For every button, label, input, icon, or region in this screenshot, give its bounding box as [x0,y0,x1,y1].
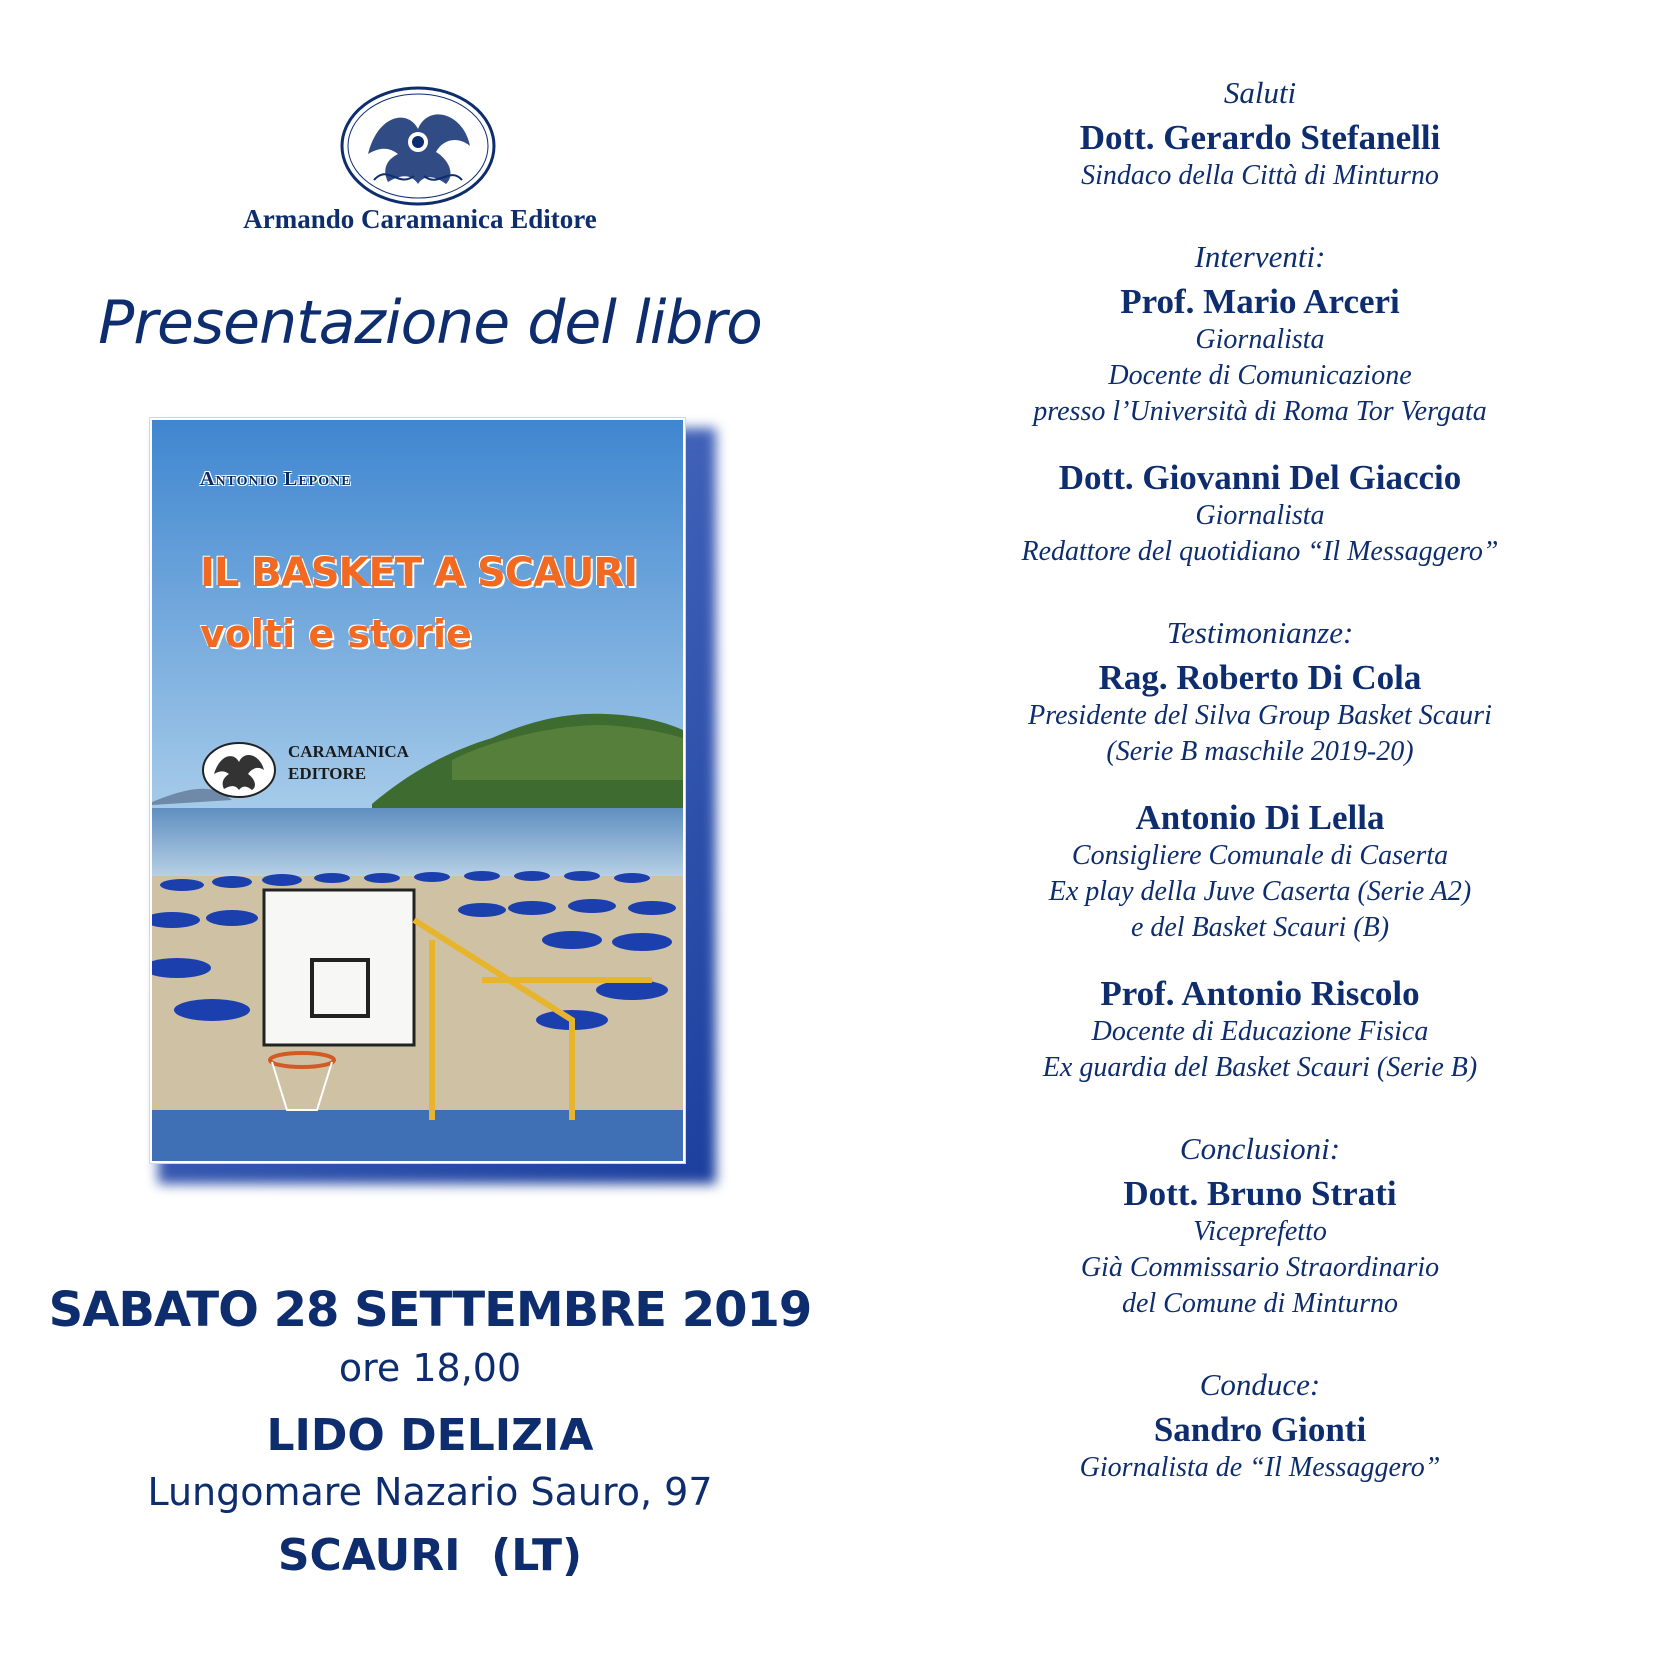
speaker-name: Sandro Gionti [1153,1410,1367,1449]
speaker-name: Dott. Gerardo Stefanelli [1079,118,1441,157]
publisher-logo-icon [338,84,498,208]
speaker-role: Ex play della Juve Caserta (Serie A2) [1048,876,1472,907]
cover-publisher-line: EDITORE [288,764,367,783]
speaker-role: del Comune di Minturno [1121,1288,1399,1319]
event-date: SABATO 28 SETTEMBRE 2019 [48,1282,812,1338]
speaker-name: Antonio Di Lella [1135,798,1385,837]
section-heading-conduce: Conduce: [1199,1367,1321,1402]
page-title: Presentazione del libro [98,288,762,358]
speaker-role: Presidente del Silva Group Basket Scauri [1028,700,1492,731]
event-city: SCAURI (LT) [277,1530,583,1581]
speaker-role: presso l’Università di Roma Tor Vergata [1033,396,1487,427]
section-heading-saluti: Saluti [1223,75,1297,110]
speaker-name: Prof. Mario Arceri [1120,282,1400,321]
speaker-role: Giornalista de “Il Messaggero” [1079,1452,1441,1483]
speaker-role: Giornalista [1195,324,1325,355]
speaker-name: Dott. Bruno Strati [1123,1174,1397,1213]
cover-publisher-line: CARAMANICA [288,742,409,761]
speaker-name: Dott. Giovanni Del Giaccio [1058,458,1462,497]
speaker-role: Docente di Comunicazione [1108,360,1412,391]
event-address: Lungomare Nazario Sauro, 97 [147,1470,713,1514]
event-venue: LIDO DELIZIA [266,1410,594,1461]
event-time: ore 18,00 [338,1346,522,1390]
cover-title: IL BASKET A SCAURI [200,550,638,596]
cover-subtitle: volti e storie [200,612,472,656]
speaker-role: Consigliere Comunale di Caserta [1071,840,1449,871]
section-heading-interventi: Interventi: [1194,239,1326,274]
speaker-role: Viceprefetto [1193,1216,1327,1247]
speaker-role: Sindaco della Città di Minturno [1081,160,1439,191]
speaker-role: Ex guardia del Basket Scauri (Serie B) [1042,1052,1478,1083]
speaker-role: Docente di Educazione Fisica [1091,1016,1429,1047]
speaker-role: Redattore del quotidiano “Il Messaggero” [1021,536,1499,567]
speaker-name: Prof. Antonio Riscolo [1100,974,1420,1013]
section-heading-testimonianze: Testimonianze: [1166,615,1354,650]
program [930,74,1590,1486]
speaker-name: Rag. Roberto Di Cola [1098,658,1422,697]
speaker-role: (Serie B maschile 2019-20) [1106,736,1414,767]
speaker-role: Giornalista [1195,500,1325,531]
cover-publisher-logo-icon [200,740,278,800]
book-cover [152,420,683,1161]
speaker-role: Già Commissario Straordinario [1080,1252,1440,1283]
publisher-name: Armando Caramanica Editore [243,204,597,234]
section-heading-conclusioni: Conclusioni: [1179,1131,1341,1166]
speaker-role: e del Basket Scauri (B) [1130,912,1390,943]
cover-author: Antonio Lepone [200,468,352,490]
